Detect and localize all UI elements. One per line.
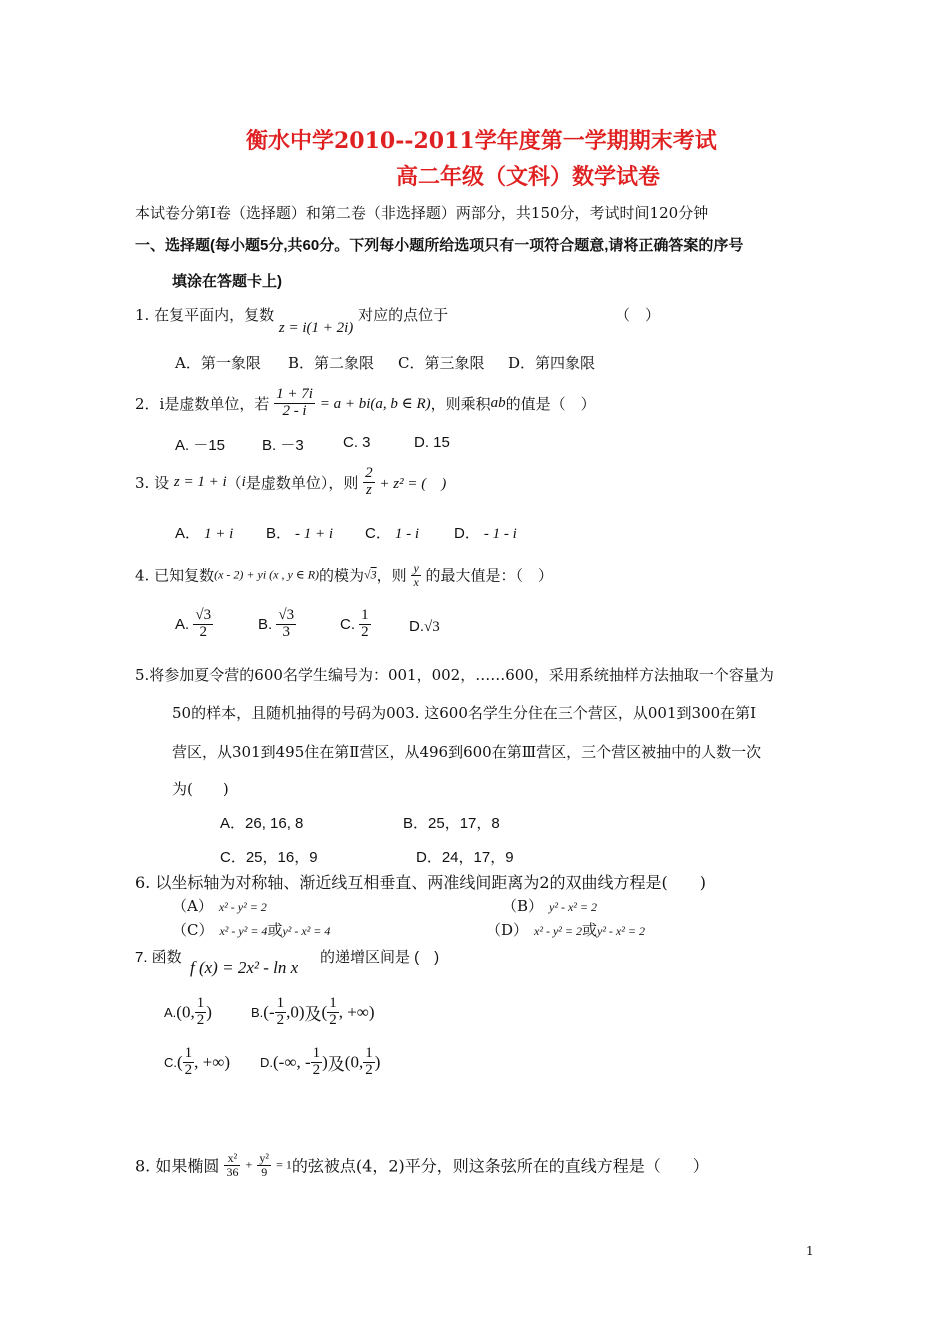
intro-text: 本试卷分第Ⅰ卷（选择题）和第二卷（非选择题）两部分，共150分，考试时间120分钟 xyxy=(135,204,709,222)
q5-line-2: 50的样本，且随机抽得的号码为003. 这600名学生分住在三个营区，从001到300在第Ⅰ xyxy=(172,704,757,722)
q3-option-a xyxy=(175,522,233,543)
q2-option-c: C. 3 xyxy=(343,434,371,451)
q6-option-c-or: 或 xyxy=(267,921,283,939)
q4-option-d-label: D. xyxy=(409,618,424,635)
q6-option-b-label: （B） xyxy=(502,897,544,915)
q3-denominator: z xyxy=(365,481,372,498)
q6-option-d-or: 或 xyxy=(581,921,597,939)
q3-expression-2: + z² = ( ) xyxy=(379,475,447,492)
q1-prefix: 1. 在复平面内，复数 xyxy=(135,306,275,324)
q3-option-c xyxy=(365,522,419,543)
q3-option-b xyxy=(266,522,333,543)
q4-expression: (x - 2) + yi (x , y ∈ R) xyxy=(214,567,320,582)
q2-tail: 的值是（ ） xyxy=(505,394,596,413)
question-2 xyxy=(135,387,596,420)
q5-option-d: D．24，17，9 xyxy=(416,849,514,866)
q5-option-b: B．25，17，8 xyxy=(403,815,500,832)
q7-option-c: C.( $\frac{1}{2}$ , +∞) xyxy=(164,1045,231,1078)
q8-den-1: 36 xyxy=(226,1164,239,1179)
q6-option-d-eq1: x² - y² = 2 xyxy=(534,924,582,938)
q1-suffix: 对应的点位于 xyxy=(358,306,449,324)
q6-option-c-eq1: x² - y² = 4 xyxy=(219,924,268,938)
q6-option-a xyxy=(172,895,267,916)
q6-option-b-eq: y² - x² = 2 xyxy=(549,900,597,914)
q4-option-d-value: √3 xyxy=(424,619,440,635)
q3-option-d xyxy=(454,522,517,543)
q8-prefix: 8. 如果椭圆 xyxy=(135,1156,220,1176)
q3-prefix: 3. 设 xyxy=(135,473,170,492)
q5-line-3: 营区，从301到495住在第Ⅱ营区，从496到600在第Ⅲ营区，三个营区被抽中的人数一次 xyxy=(172,743,762,761)
q7-b-num1: 1 xyxy=(276,995,285,1011)
q4-option-b-den: 3 xyxy=(282,623,290,640)
q7-d-den2: 2 xyxy=(365,1061,373,1078)
q7-option-c-label: C. xyxy=(164,1054,177,1070)
q4-modulus: √3 xyxy=(364,567,377,582)
q3-option-c-value: 1 - i xyxy=(394,526,420,542)
q8-den-2: 9 xyxy=(261,1164,268,1179)
q7-suffix: 的递增区间是 ( ) xyxy=(320,949,440,966)
q1-answer-bracket: （ ） xyxy=(615,306,661,324)
q5-line-4: 为( ) xyxy=(172,780,229,798)
q7-prefix: 7. 函数 xyxy=(135,949,182,966)
q4-option-c-label: C. xyxy=(340,615,355,633)
q7-option-a: A.(0, $\frac{1}{2}$ ) xyxy=(164,995,212,1028)
q6-option-a-eq: x² - y² = 2 xyxy=(218,900,267,914)
q3-fraction xyxy=(363,466,375,499)
section-heading: 一、选择题(每小题5分,共60分。下列每小题所给选项只有一项符合题意,请将正确答案的序号 xyxy=(135,237,744,254)
q3-expression: z = 1 + i xyxy=(173,473,227,490)
q6-option-b xyxy=(502,895,597,916)
q2-option-d: D. 15 xyxy=(414,434,450,451)
q7-a-den: 2 xyxy=(196,1011,205,1028)
q2-denominator: 2 - i xyxy=(282,402,307,419)
q4-suffix: 的最大值是：（ ） xyxy=(425,566,554,585)
q7-d-and: 及 xyxy=(327,1054,345,1075)
q8-fraction-2 xyxy=(257,1152,271,1178)
q4-option-b xyxy=(258,608,296,641)
q2-expression: = a + bi(a, b ∈ R) xyxy=(319,395,431,412)
q3-option-c-label: C． xyxy=(365,525,391,542)
q4-option-a-num: √3 xyxy=(195,607,212,623)
q6-option-d xyxy=(486,919,645,940)
q4-option-c-den: 2 xyxy=(361,623,369,640)
question-1 xyxy=(135,304,449,336)
q7-expression: f (x) = 2x² - ln x xyxy=(190,958,299,977)
q7-option-d: D.(-∞, - $\frac{1}{2}$ )及(0, $\frac{1}{2}$ ) xyxy=(260,1045,381,1078)
q4-option-c xyxy=(340,608,371,641)
q7-option-a-label: A. xyxy=(164,1004,177,1020)
q6-option-d-eq2: y² - x² = 2 xyxy=(597,924,645,938)
q3-option-d-value: - 1 - i xyxy=(483,526,517,542)
q7-b-num2: 1 xyxy=(329,995,337,1011)
q2-numerator: 1 + 7i xyxy=(276,386,313,402)
q6-option-c-eq2: y² - x² = 4 xyxy=(282,924,331,938)
q3-mid2: 是虚数单位），则 xyxy=(245,473,359,492)
q2-option-a: A. －15 xyxy=(175,437,226,454)
q8-suffix: 的弦被点(4，2)平分，则这条弦所在的直线方程是（ ） xyxy=(291,1156,709,1176)
q4-option-a xyxy=(175,608,213,641)
q2-fraction xyxy=(274,387,315,420)
exam-title: 衡水中学2010--2011学年度第一学期期末考试 xyxy=(246,128,717,154)
q4-sqrt-value: 3 xyxy=(370,567,377,582)
q4-option-b-num: √3 xyxy=(278,607,295,623)
q1-option-d: D．第四象限 xyxy=(508,354,596,372)
q7-d-den1: 2 xyxy=(312,1061,321,1078)
q7-option-b: B.(- $\frac{1}{2}$ ,0)及( $\frac{1}{2}$ , +∞) xyxy=(251,995,375,1028)
q7-option-d-label: D. xyxy=(260,1054,273,1070)
q3-option-b-label: B． xyxy=(266,525,292,542)
q6-option-c xyxy=(172,919,330,940)
page-number: 1 xyxy=(806,1244,814,1258)
q7-c-num: 1 xyxy=(184,1045,193,1061)
q3-numerator: 2 xyxy=(365,465,373,481)
q6-option-d-label: （D） xyxy=(486,921,529,939)
q1-option-a: A．第一象限 xyxy=(175,354,261,372)
q4-numerator: y xyxy=(413,561,419,575)
q7-a-num: 1 xyxy=(196,995,205,1011)
q3-option-a-value: 1 + i xyxy=(204,526,234,542)
q7-c-den: 2 xyxy=(184,1061,193,1078)
q4-option-a-label: A. xyxy=(175,615,190,633)
q2-suffix: ，则乘积 xyxy=(430,394,491,413)
q3-mid1: （ xyxy=(226,473,242,492)
exam-subtitle: 高二年级（文科）数学试卷 xyxy=(396,164,661,190)
q8-num-2: y² xyxy=(259,1151,270,1165)
q7-b-and: 及 xyxy=(304,1004,322,1025)
q4-option-b-label: B. xyxy=(258,615,273,633)
q4-fraction xyxy=(411,562,420,588)
q4-mid2: ，则 xyxy=(376,566,407,585)
q5-option-a: A．26, 16, 8 xyxy=(220,815,304,832)
q7-option-b-label: B. xyxy=(251,1004,264,1020)
question-8: 8. 如果椭圆 $\frac{\text{x²}}{36}$ + $\frac{\text{y²}}{9}$ = 1的弦被点(4，2)平分，则这条弦所在的直线方程是（ ） xyxy=(135,1151,709,1179)
question-4 xyxy=(135,562,553,588)
q1-option-b: B．第二象限 xyxy=(288,354,375,372)
q4-prefix: 4. 已知复数 xyxy=(135,566,215,585)
q8-fraction-1 xyxy=(224,1152,240,1178)
q6-option-c-label: （C） xyxy=(172,921,214,939)
q4-mid: 的模为 xyxy=(319,566,365,585)
q7-b-den2: 2 xyxy=(329,1011,337,1028)
q4-option-d xyxy=(409,618,440,636)
q5-line-1: 5.将参加夏令营的600名学生编号为：001，002，……600，采用系统抽样方法抽取一个容量为 xyxy=(135,666,774,684)
q5-option-c: C．25，16，9 xyxy=(220,849,318,866)
q7-d-num2: 1 xyxy=(365,1045,373,1061)
q4-denominator: x xyxy=(413,574,419,589)
q3-option-b-value: - 1 + i xyxy=(295,526,334,542)
q2-prefix: 2．i是虚数单位，若 xyxy=(135,394,270,413)
q4-option-a-den: 2 xyxy=(199,623,207,640)
q7-d-num1: 1 xyxy=(312,1045,321,1061)
q8-expression: = 1 xyxy=(276,1157,292,1172)
question-3 xyxy=(135,466,446,499)
q4-option-c-fraction xyxy=(359,608,371,641)
q4-option-c-num: 1 xyxy=(361,607,369,623)
q8-num-1: x² xyxy=(224,1152,240,1166)
q3-option-a-label: A． xyxy=(175,525,201,542)
q1-option-c: C．第三象限 xyxy=(398,354,485,372)
section-heading-cont: 填涂在答题卡上) xyxy=(172,273,282,290)
question-6: 6. 以坐标轴为对称轴、渐近线互相垂直、两准线间距离为2的双曲线方程是( ) xyxy=(135,873,707,892)
q2-ab: ab xyxy=(490,394,506,411)
q1-expression: z = i(1 + 2i) xyxy=(278,320,354,336)
q2-option-b: B. －3 xyxy=(262,437,304,454)
q7-b-den1: 2 xyxy=(276,1011,285,1028)
q4-option-b-fraction xyxy=(276,608,296,641)
q6-option-a-label: （A） xyxy=(172,897,213,915)
q3-i: i xyxy=(241,473,246,490)
q4-option-a-fraction xyxy=(193,608,213,641)
q3-option-d-label: D． xyxy=(454,525,480,542)
